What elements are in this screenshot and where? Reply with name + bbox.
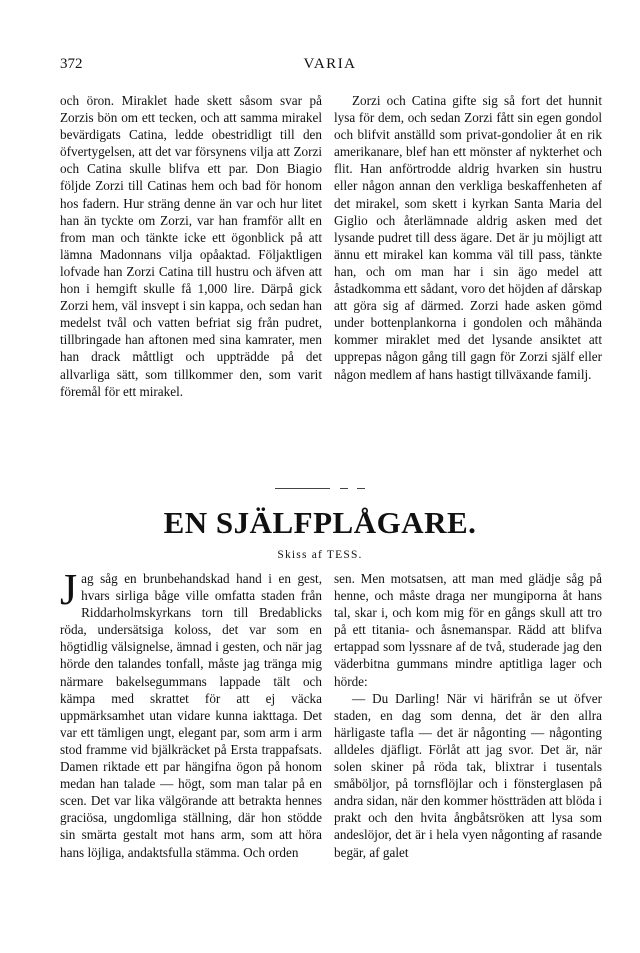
- separator-rule: [275, 488, 330, 489]
- article-byline: Skiss af TESS.: [277, 549, 363, 561]
- running-head: VARIA: [303, 56, 357, 72]
- page-number: 372: [60, 56, 83, 72]
- article-right-paragraph-1: sen. Men motsatsen, att man med glädje såg på henne, och måste draga ner mungiporna åt hans tal, skar i, och kom mig för en gångs skull att tro på ett titania- och åsnemanspar. Rädd att blifva ertappad som lyssnare af de två, studerade jag den väderbitna gummans mindre aptitliga lager och hörde:: [334, 571, 602, 689]
- article-opening-paragraph: [60, 565, 322, 861]
- previous-article-right-text: Zorzi och Catina gifte sig så fort det hunnit lysa för dem, och sedan Zorzi fått sin egen gondol och blifvit anställd som privat-gondolier åt en rik amerikanare, blef han ett mönster af nykterhet och flit. Han anförtrodde aldrig hvarken sin hustru eller någon annan den verkliga beskaffenheten af det mirakel, som skett i kyrkan Santa Maria del Giglio och återlämnade aldrig asken med det lysande pudret till dess ägare. Det är ju möjligt att ännu ett mirakel kan komma väl till pass, tänkte han, och om man har i sin ägo medel att åstadkomma ett sådant, voro det höjden af dårskap att göra sig af därmed. Zorzi hade asken gömd under bottenplankorna i gondolen och måhända kommer miraklet med det lysande ansiktet att upprepas någon gång till gagn för Zorzi själf eller någon medlem af hans hastigt tillväxande familj.: [334, 93, 602, 382]
- drop-cap: J: [60, 565, 78, 614]
- separator-dash: [357, 488, 365, 489]
- article-left-column: [60, 565, 322, 861]
- article-right-column: [334, 570, 602, 861]
- article-title: EN SJÄLFPLÅGARE.: [163, 505, 477, 540]
- previous-article-right-column: [334, 92, 602, 383]
- previous-article-left-column: [60, 92, 322, 400]
- article-right-paragraph-2: — Du Darling! När vi härifrån se ut öfver staden, en dag som denna, det är den allra härligaste tafla — det är någonting — någonting alldeles djäfligt. Förlåt att jag svor. Det är, när solen skiner på röda tak, blixtrar i tusentals småböljor, på tornsflöjlar och i fönsterglasen på andra sidan, när den kommer höstträden att blöda i prakt och den hvita ångbåtsröken att lysa som andeslöjor, det är i hela vyen någonting af rasande begär, af galet: [334, 690, 602, 860]
- article-left-text: ag såg en brunbehandskad hand i en gest, hvars sirliga båge ville omfatta staden från Riddarholmskyrkans torn till Bredablicks röda, undersätsiga koloss, det var som en högtidlig välsignelse, ämnad i gesten, och när jag hörde den talandes tonfall, måste jag tränga mig närmare bakelsegummans lappade tält och kämpa med skrattet för att ej väcka uppmärksamhet utan vidare kunna iakttaga. Det var ett tämligen ungt, elegant par, som arm i arm stod framme vid bjälkräcket på Ersta trappafsats. Damen riktade ett par hängifna ögon på honom medan han talade — högt, som man talar på en scen. Det var lika välgörande att betrakta hennes graciösa, ungdomliga ställning, där hon stödde sin smärta gestalt mot hans arm, som att höra hans löjliga, andaktsfulla stämma. Och orden: [60, 571, 322, 860]
- previous-article-left-text: och öron. Miraklet hade skett såsom svar på Zorzis bön om ett tecken, och att samma mirakel bevärdigats Catina, ledde obestridligt till den öfvertygelsen, att det var försynens vilja att Zorzi och Catina skulle blifva ett par. Don Biagio följde Zorzi till Catinas hem och bad för honom hos fadern. Hur sträng denne än var och hur litet han än tyckte om Zorzi, var han framför allt en from man och tänkte icke ett ögonblick på att lämna Madonnans vilja opåaktad. Följaktligen lofvade han Zorzi Catina till hustru och äfven att hon i hemgift skulle få 1,000 lire. Därpå gick Zorzi hem, väl insvept i sin kappa, och sedan han medelst tvål och vatten befriat sig från pudret, tillbringade han aftonen med sina kamrater, men han drack måttligt och uppträdde på det allvarliga sätt, som tillkommer den, som varit föremål för ett mirakel.: [60, 93, 322, 399]
- page-header: [60, 56, 600, 78]
- separator-dash: [340, 488, 348, 489]
- section-separator: [0, 482, 640, 494]
